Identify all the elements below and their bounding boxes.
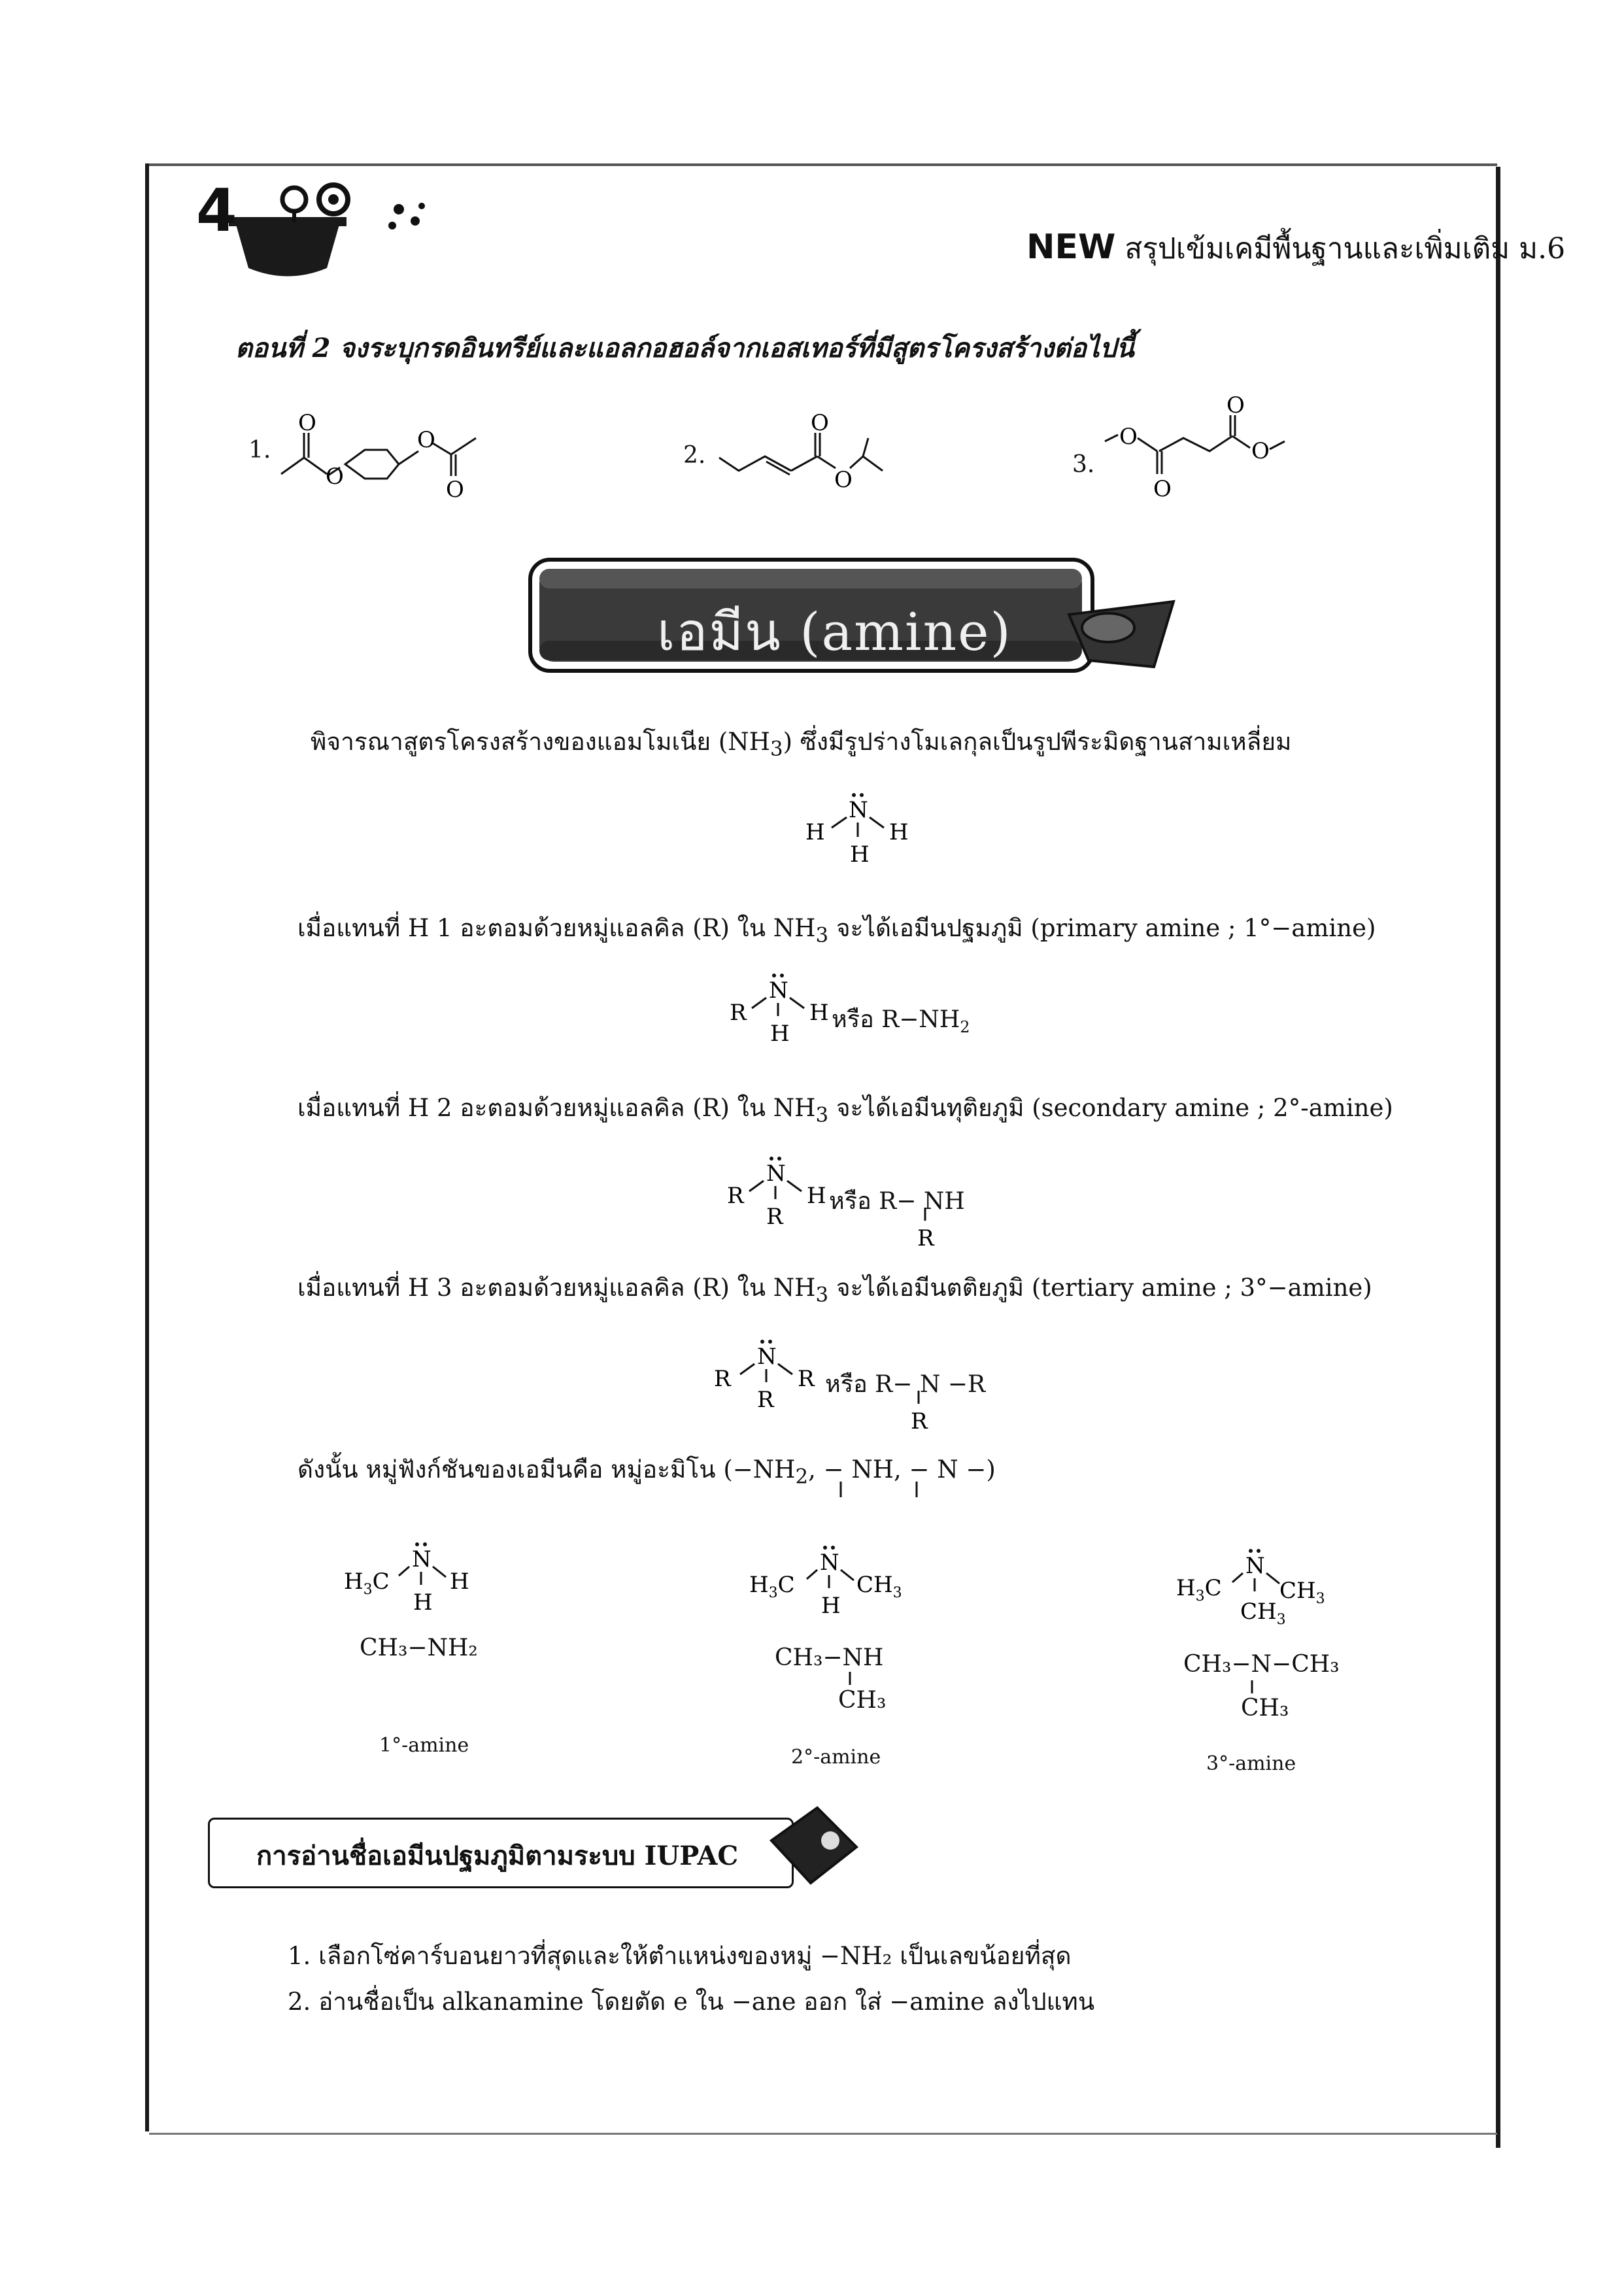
svg-text:R: R [766,1204,783,1229]
svg-text:CH3: $CH_3$ [1240,1599,1286,1628]
svg-text:H: H [413,1589,433,1616]
svg-text:H: H [889,819,909,845]
svg-text:R: R [798,1366,815,1392]
structure-number-1: 1. [248,437,271,464]
structure-number-3: 3. [1072,451,1095,478]
example-primary-label: 1°-amine [379,1734,469,1757]
iupac-subheading: การอ่านชื่อเอมีนปฐมภูมิตามระบบ IUPAC [256,1841,739,1871]
tertiary-amine-structure [706,1334,824,1412]
svg-text:R: R [730,1000,747,1026]
book-brand: NEW [1026,228,1116,267]
iupac-rule-1: 1. เลือกโซ่คาร์บอนยาวที่สุดและให้ตำแหน่งของหมู่ −NH₂ เป็นเลขน้อยที่สุด [288,1942,1072,1970]
svg-text:N: N [757,1344,777,1370]
secondary-amine-paragraph [297,1089,1393,1127]
trimethylamine-structure [1174,1543,1344,1641]
svg-text:O: O [1226,396,1245,418]
book-title-text: สรุปเข้มเคมีพื้นฐานและเพิ่มเติม ม.6 [1125,232,1566,265]
example-secondary-label: 2°-amine [791,1746,881,1769]
exercise-heading: ตอนที่ 2 จงระบุกรดอินทรีย์และแอลกอฮอล์จากเอสเทอร์ที่มีสูตรโครงสร้างต่อไปนี้ [235,333,1134,364]
functional-group-rest: , − NH, − N −) [808,1455,996,1484]
svg-text:N: N [769,977,788,1004]
page-number: 4 [196,177,237,245]
page-frame-right [1496,167,1500,2148]
tertiary-amine-condensed: หรือ R− N −R [825,1371,986,1398]
svg-text:R: R [757,1387,774,1412]
svg-text:H: H [770,1021,790,1046]
page-frame-bottom [149,2133,1497,2135]
svg-text:N: N [412,1546,431,1572]
svg-text:H: H [850,841,870,868]
example-tertiary-condensed: CH₃−N−CH₃ [1183,1651,1340,1678]
svg-text:N: N [1245,1553,1265,1579]
functional-group-bonds [830,1479,935,1505]
secondary-text-after: จะได้เอมีนทุติยภูมิ (secondary amine ; 2°-amine) [828,1094,1393,1122]
functional-group-text: ดังนั้น หมู่ฟังก์ชันของเอมีนคือ หมู่อะมิโน (−NH [297,1455,796,1484]
svg-text:H3C: $H_3C$ [749,1572,795,1601]
tertiary-text-after: จะได้เอมีนตติยภูมิ (tertiary amine ; 3°−amine) [828,1274,1372,1302]
primary-subscript: 3 [815,923,829,947]
iupac-rule-2: 2. อ่านชื่อเป็น alkanamine โดยตัด e ใน −ane ออก ใส่ −amine ลงไปแทน [288,1988,1095,2016]
example-tertiary-label: 3°-amine [1206,1752,1296,1775]
svg-text:N: N [820,1550,839,1576]
svg-text:O: O [417,427,435,453]
svg-text:H: H [809,1000,829,1026]
page-frame-left [145,163,149,2131]
svg-text:H3C: $H_3C$ [344,1569,390,1598]
primary-text-before: เมื่อแทนที่ H 1 อะตอมด้วยหมู่แอลคิล (R) ใน NH [297,914,816,942]
tertiary-text-before: เมื่อแทนที่ H 3 อะตอมด้วยหมู่แอลคิล (R) ใน NH [297,1274,816,1302]
primary-amine-condensed: หรือ $R-NH_2$ [832,1006,970,1037]
primary-amine-paragraph [297,909,1376,947]
page-frame-top [149,163,1497,166]
example-secondary-branch: CH₃ [838,1687,887,1714]
example-secondary-condensed: CH₃−NH [775,1644,884,1671]
svg-text:R: R [727,1183,744,1209]
svg-text:H3C: $H_3C$ [1176,1575,1222,1604]
svg-text:H: H [450,1569,469,1595]
secondary-text-before: เมื่อแทนที่ H 2 อะตอมด้วยหมู่แอลคิล (R) ใน NH [297,1094,816,1122]
svg-text:CH3: $CH_3$ [856,1572,902,1601]
svg-text:R: R [917,1225,934,1251]
svg-text:O: O [811,410,829,436]
tertiary-subscript: 3 [815,1283,829,1307]
ester-structure-2 [713,405,909,503]
svg-text:R: R [911,1408,928,1434]
svg-text:O: O [1119,424,1138,450]
secondary-amine-condensed: หรือ R− NH [829,1188,965,1215]
secondary-subscript: 3 [815,1103,829,1127]
ester-structure-3 [1098,396,1308,507]
dimethylamine-structure [745,1540,915,1625]
book-title [1026,226,1565,271]
structure-number-2: 2. [683,442,706,469]
svg-text:R: R [714,1366,731,1392]
secondary-amine-structure [719,1151,830,1229]
tertiary-amine-branch [905,1389,932,1442]
primary-text-after: จะได้เอมีนปฐมภูมิ (primary amine ; 1°−amine) [828,914,1376,942]
methylamine-structure [340,1536,484,1621]
book-icon [765,1801,863,1893]
svg-text:O: O [1153,476,1172,502]
intro-text-after: ) ซึ่งมีรูปร่างโมเลกุลเป็นรูปพีระมิดฐานสามเหลี่ยม [783,728,1292,756]
ester-structure-1 [268,392,510,503]
functional-group-subscript: 2 [795,1465,809,1489]
svg-text:O: O [446,477,464,503]
intro-paragraph [311,722,1291,761]
secondary-amine-branch [912,1206,938,1259]
svg-text:N: N [849,797,868,823]
svg-text:O: O [1251,438,1270,464]
svg-text:N: N [766,1161,786,1187]
ammonia-structure [798,785,915,870]
svg-text:O: O [298,410,316,436]
svg-text:CH3: $CH_3$ [1279,1578,1325,1607]
intro-text-before: พิจารณาสูตรโครงสร้างของแอมโมเนีย (NH [311,728,770,756]
primary-amine-structure [726,968,837,1046]
example-primary-condensed: CH₃−NH₂ [360,1635,478,1661]
svg-text:H: H [821,1593,841,1619]
primary-alt-text: หรือ R−NH [832,1006,960,1033]
svg-text:H: H [807,1183,826,1209]
intro-subscript: 3 [770,737,783,761]
svg-text:O: O [326,464,344,490]
amine-banner-title: เอมีน (amine) [657,602,1012,662]
tertiary-amine-paragraph [297,1268,1372,1307]
example-tertiary-branch: CH₃ [1241,1695,1289,1722]
svg-text:O: O [834,467,853,493]
svg-text:H: H [805,819,825,845]
